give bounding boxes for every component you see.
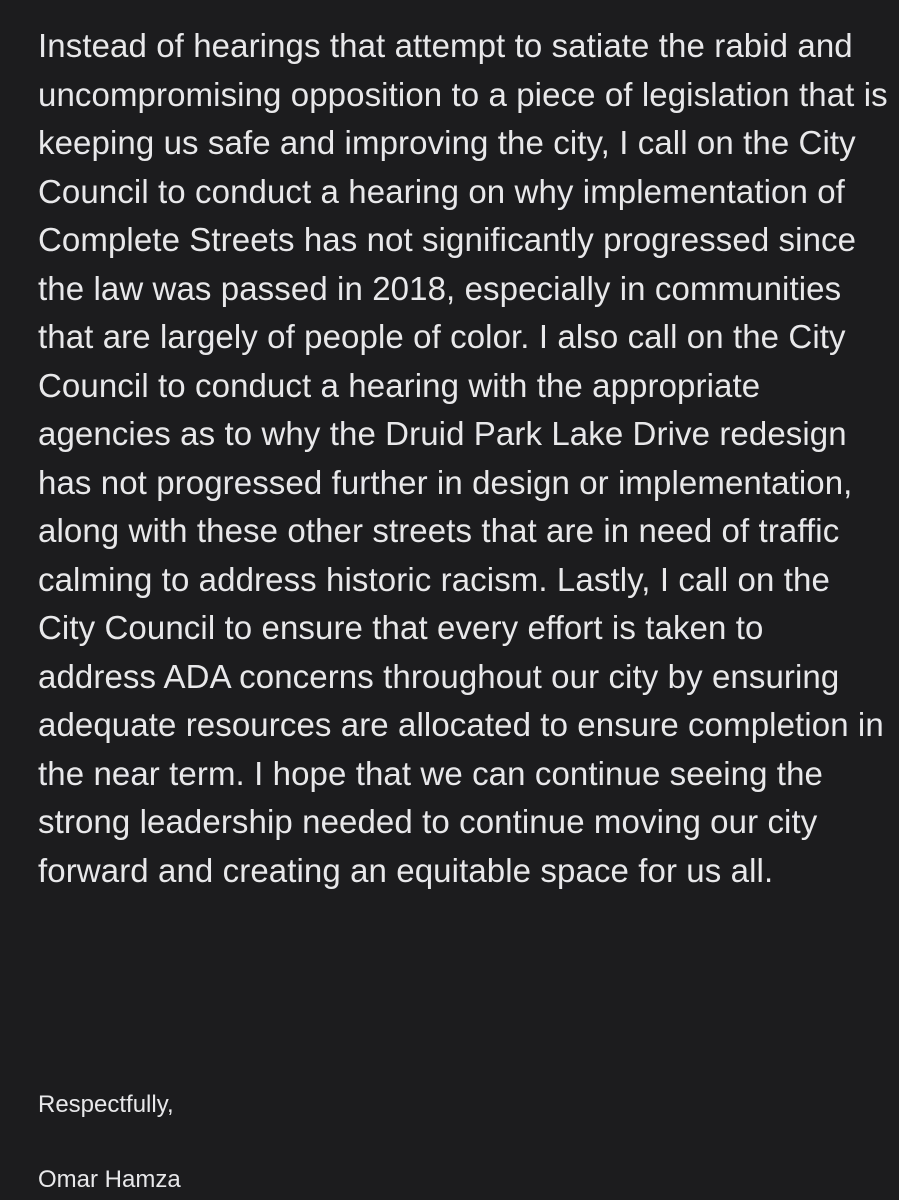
letter-closing: Respectfully, [38, 1091, 174, 1118]
letter-signature: Omar Hamza [38, 1166, 181, 1193]
letter-body [38, 22, 888, 895]
letter-paragraph: Instead of hearings that attempt to satiate the rabid and uncompromising opposition to a piece of legislation that is keeping us safe and improving the city, I call on the City Council to conduct a hearing on why implementation of Complete Streets has not significantly progressed since the law was passed in 2018, especially in communities that are largely of people of color. I also call on the City Council to conduct a hearing with the appropriate agencies as to why the Druid Park Lake Drive redesign has not progressed further in design or implementation, along with these other streets that are in need of traffic calming to address historic racism. Lastly, I call on the City Council to ensure that every effort is taken to address ADA concerns throughout our city by ensuring adequate resources are allocated to ensure completion in the near term. I hope that we can continue seeing the strong leadership needed to continue moving our city forward and creating an equitable space for us all. [38, 27, 888, 889]
